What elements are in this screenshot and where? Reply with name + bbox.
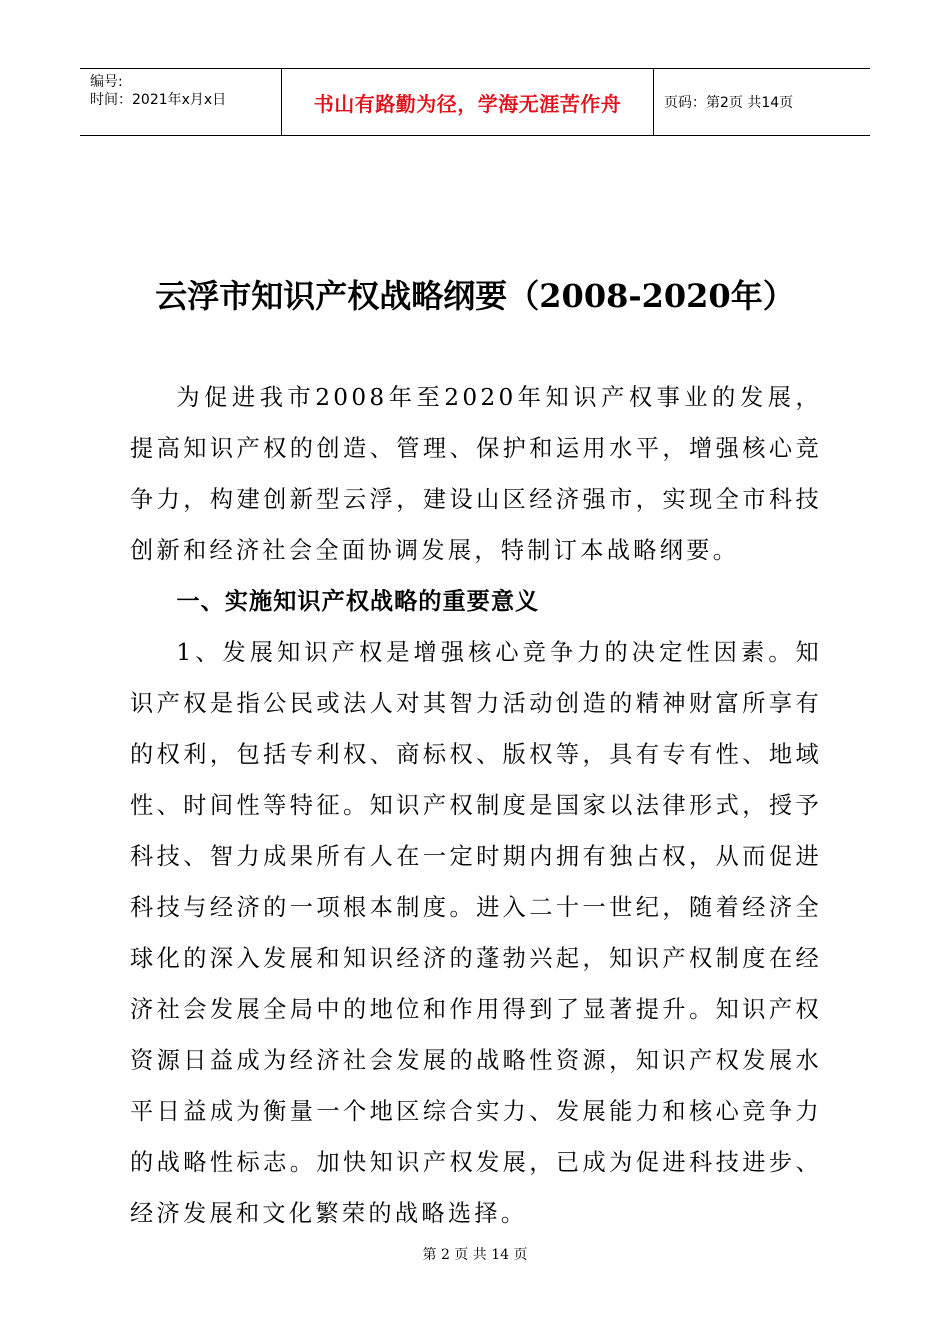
page-footer: 第 2 页 共 14 页 xyxy=(422,1247,528,1263)
document-date: 时间：2021年x月x日 xyxy=(90,92,227,108)
body-paragraph: 1、发展知识产权是增强核心竞争力的决定性因素。知识产权是指公民或法人对其智力活动创造的精神财富所享有的权利，包括专利权、商标权、版权等，具有专有性、地域性、时间性等特征。知识产权制度是国家以法律形式，授予科技、智力成果所有人在一定时期内拥有独占权，从而促进科技与经济的一项根本制度。进入二十一世纪，随着经济全球化的深入发展和知识经济的蓬勃兴起，知识产权制度在经济社会发展全局中的地位和作用得到了显著提升。知识产权资源日益成为经济社会发展的战略性资源，知识产权发展水平日益成为衡量一个地区综合实力、发展能力和核心竞争力的战略性标志。加快知识产权发展，已成为促进科技进步、经济发展和文化繁荣的战略选择。 xyxy=(130,639,822,1227)
header-page-info: 页码：第2页 共14页 xyxy=(664,95,794,111)
page-header xyxy=(80,68,870,136)
document-number-label: 编号: xyxy=(90,74,123,90)
header-motto: 书山有路勤为径，学海无涯苦作舟 xyxy=(313,91,622,116)
intro-paragraph: 为促进我市2008年至2020年知识产权事业的发展，提高知识产权的创造、管理、保护和运用水平，增强核心竞争力，构建创新型云浮，建设山区经济强市，实现全市科技创新和经济社会全面协调发展，特制订本战略纲要。 xyxy=(130,384,822,564)
header-page-cell xyxy=(654,69,870,135)
document-title: 云浮市知识产权战略纲要（2008-2020年） xyxy=(155,277,795,315)
document-body xyxy=(130,372,822,1239)
header-meta-cell xyxy=(80,69,282,135)
header-motto-cell xyxy=(282,69,654,135)
section-heading: 一、实施知识产权战略的重要意义 xyxy=(176,588,540,615)
